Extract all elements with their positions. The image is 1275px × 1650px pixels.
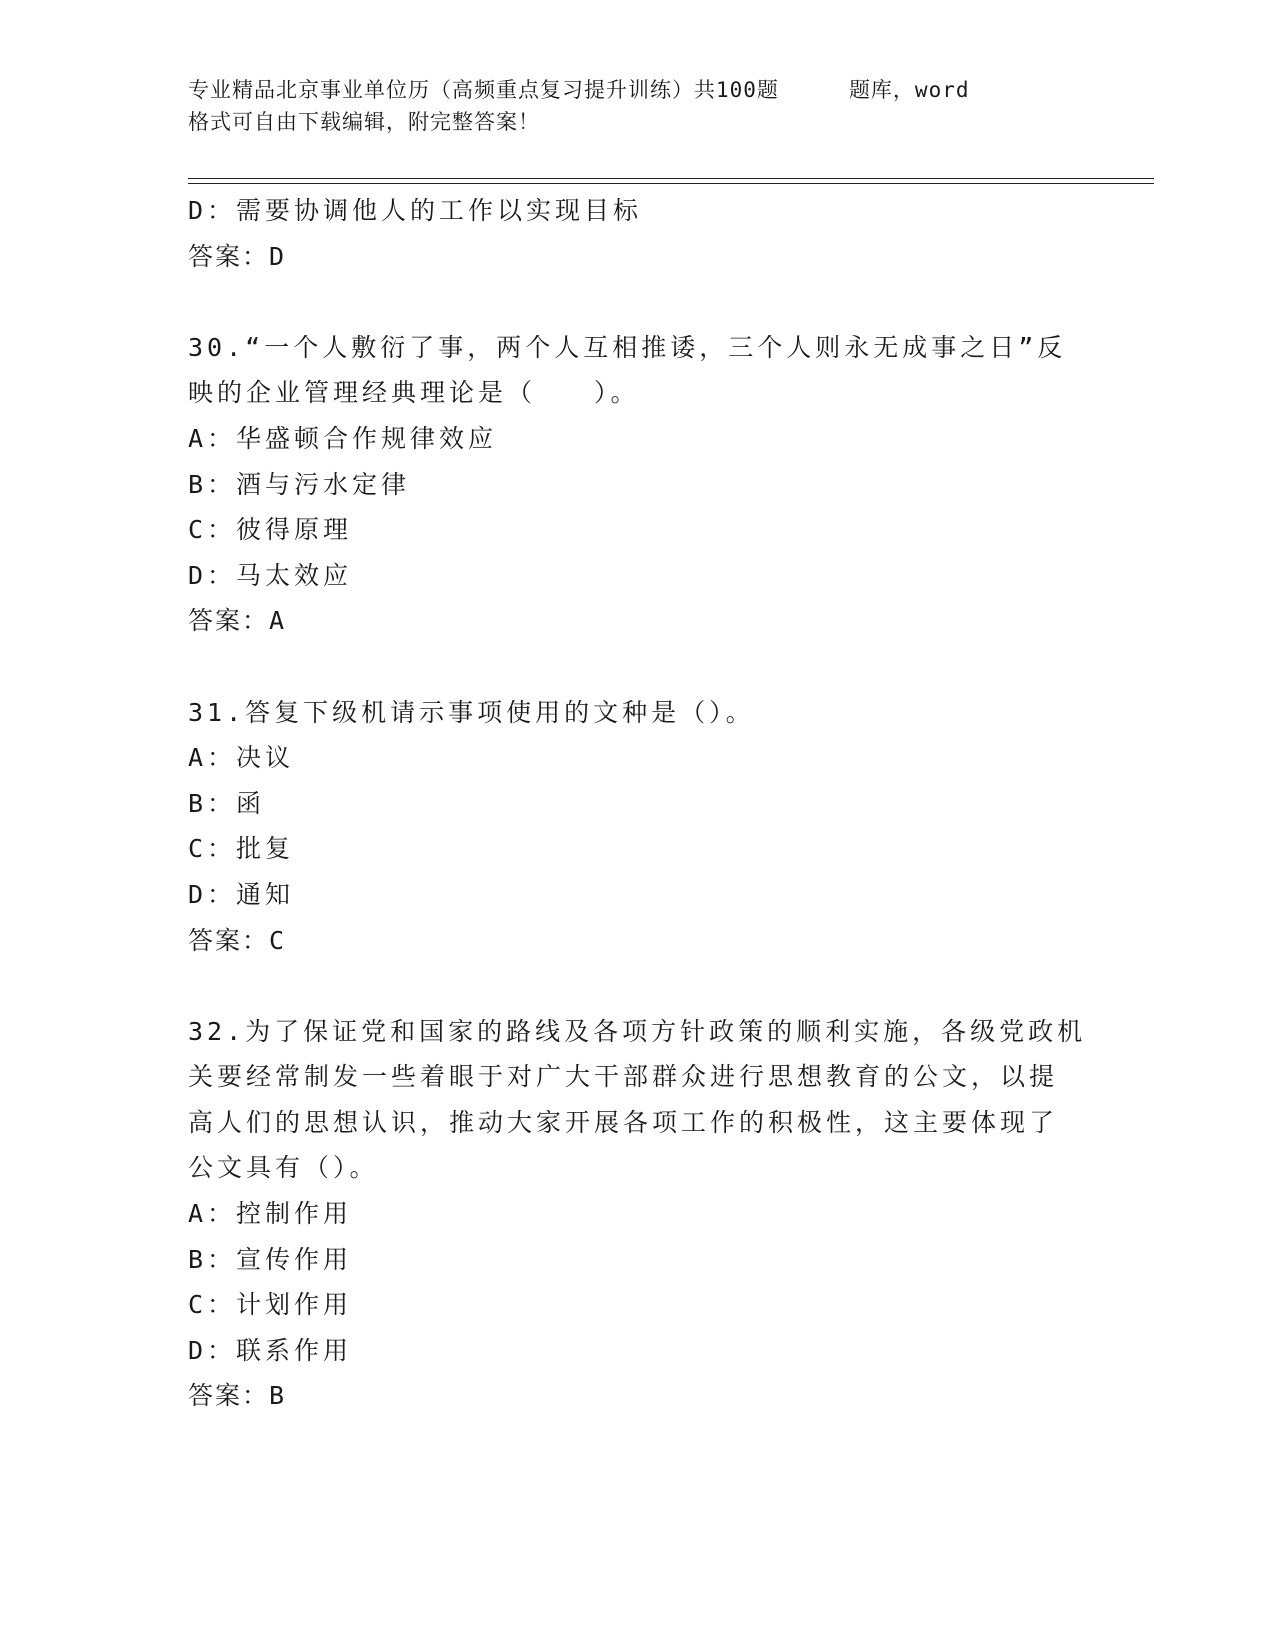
option-a: A：华盛顿合作规律效应 xyxy=(188,423,498,453)
question-30 xyxy=(188,325,1088,644)
header-line-1 xyxy=(188,74,1068,106)
answer-line: 答案：B xyxy=(188,1381,287,1411)
header-title: 专业精品北京事业单位历（高频重点复习提升训练）共100题 xyxy=(188,78,779,102)
header-title-suffix: 题库，word xyxy=(848,78,970,102)
question-31 xyxy=(188,690,1088,964)
prev-question-tail xyxy=(188,188,1088,279)
question-stem: 30.“一个人敷衍了事，两个人互相推诿，三个人则永无成事之日”反 xyxy=(188,332,1067,362)
question-stem: 高人们的思想认识，推动大家开展各项工作的积极性，这主要体现了 xyxy=(188,1107,1059,1137)
option-b: B：函 xyxy=(188,788,266,818)
question-32 xyxy=(188,1009,1088,1419)
option-d: D：通知 xyxy=(188,879,295,909)
answer-line: 答案：C xyxy=(188,925,287,955)
option-a: A：决议 xyxy=(188,743,295,773)
question-stem: 公文具有（）。 xyxy=(188,1153,379,1183)
option-b: B：酒与污水定律 xyxy=(188,469,411,499)
page-header xyxy=(188,74,1068,138)
option-a: A：控制作用 xyxy=(188,1199,353,1229)
option-d: D：需要协调他人的工作以实现目标 xyxy=(188,196,643,225)
question-stem: 32.为了保证党和国家的路线及各项方针政策的顺利实施，各级党政机 xyxy=(188,1016,1087,1046)
question-stem: 映的企业管理经典理论是（ ）。 xyxy=(188,378,640,408)
option-c: C：彼得原理 xyxy=(188,515,353,545)
header-divider-top xyxy=(188,178,1154,179)
option-c: C：批复 xyxy=(188,834,295,864)
option-c: C：计划作用 xyxy=(188,1290,353,1320)
option-d: D：马太效应 xyxy=(188,560,353,590)
question-list xyxy=(188,188,1088,1419)
option-d: D：联系作用 xyxy=(188,1335,353,1365)
header-line-2: 格式可自由下载编辑，附完整答案！ xyxy=(188,110,540,134)
question-stem: 关要经常制发一些着眼于对广大干部群众进行思想教育的公文，以提 xyxy=(188,1062,1059,1092)
header-divider-bottom xyxy=(188,183,1154,184)
question-stem: 31.答复下级机请示事项使用的文种是（）。 xyxy=(188,697,755,727)
answer-line: 答案：D xyxy=(188,241,287,271)
answer-line: 答案：A xyxy=(188,606,287,636)
option-b: B：宣传作用 xyxy=(188,1244,353,1274)
